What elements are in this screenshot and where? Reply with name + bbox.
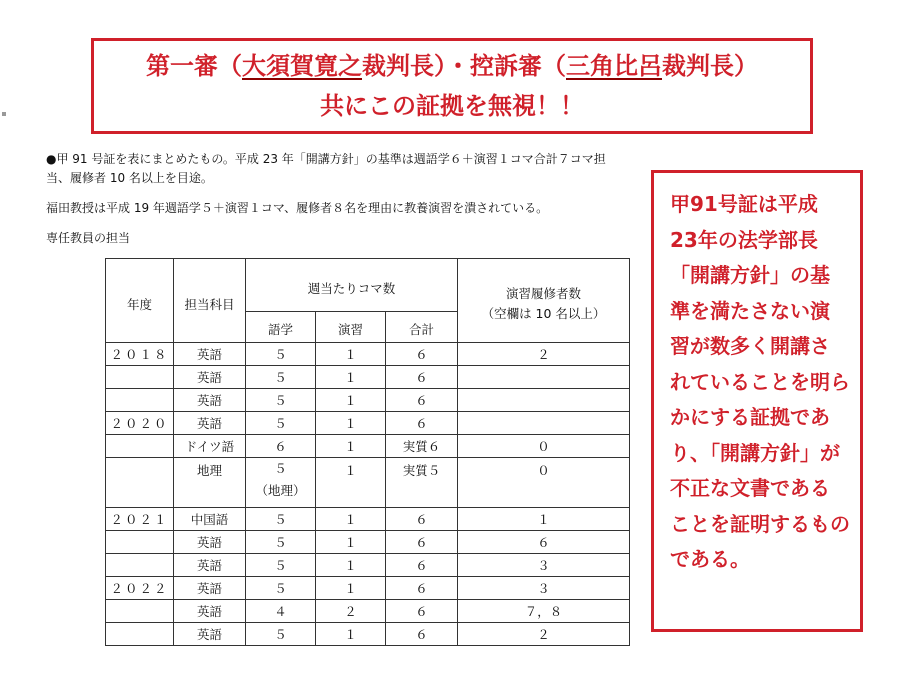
- cell-lang-value: ５: [274, 461, 287, 476]
- side-note-text: [670, 187, 854, 578]
- edge-mark: [2, 112, 6, 116]
- cell-total: ６: [386, 600, 458, 623]
- headline-box: [91, 38, 813, 134]
- cell-lang: ５: [246, 343, 316, 366]
- headline-text: 第一審（: [146, 52, 242, 80]
- table-row: [106, 389, 630, 412]
- cell-lang: ５: [246, 412, 316, 435]
- table-row: [106, 435, 630, 458]
- cell-students: [458, 389, 630, 412]
- cell-seminar: １: [316, 508, 386, 531]
- cell-lang: ５: [246, 389, 316, 412]
- cell-seminar: １: [316, 412, 386, 435]
- table-body: [106, 343, 630, 646]
- side-note-line: 習が数多く開講さ: [670, 334, 830, 358]
- judge-name-appeal: 三角比呂: [566, 52, 662, 80]
- table-row: [106, 366, 630, 389]
- cell-year: [106, 366, 174, 389]
- cell-total: ６: [386, 554, 458, 577]
- table-row: [106, 531, 630, 554]
- doc-paragraph-1-line-2: 当、履修者 10 名以上を目途。: [46, 171, 213, 185]
- side-note-box: [651, 170, 863, 632]
- cell-lang: ４: [246, 600, 316, 623]
- cell-subject: ドイツ語: [174, 435, 246, 458]
- cell-lang: ５: [246, 508, 316, 531]
- cell-total: ６: [386, 389, 458, 412]
- cell-year: ２０２１: [106, 508, 174, 531]
- cell-year: ２０２０: [106, 412, 174, 435]
- table-row: [106, 458, 630, 508]
- side-note-line: 準を満たさない演: [670, 298, 830, 323]
- side-note-line: 23年の法学部長: [670, 227, 818, 252]
- table-row: [106, 508, 630, 531]
- cell-total: ６: [386, 343, 458, 366]
- cell-subject: 英語: [174, 577, 246, 600]
- side-note-line: り、「開講方針」が: [670, 440, 840, 465]
- cell-seminar: １: [316, 577, 386, 600]
- cell-total: 実質６: [386, 435, 458, 458]
- header-subject: 担当科目: [174, 259, 246, 343]
- header-students-note: （空欄は 10 名以上）: [481, 305, 606, 321]
- side-note-line: かにする証拠であ: [670, 405, 830, 429]
- table-row: [106, 623, 630, 646]
- cell-year: [106, 435, 174, 458]
- header-year: 年度: [106, 259, 174, 343]
- cell-total: ６: [386, 531, 458, 554]
- cell-subject: 英語: [174, 412, 246, 435]
- cell-students: ２: [458, 623, 630, 646]
- cell-lang: ５: [246, 554, 316, 577]
- cell-students: [458, 412, 630, 435]
- cell-lang: ５: [246, 577, 316, 600]
- side-note-line: れていることを明ら: [670, 369, 850, 394]
- cell-lang: ５: [246, 366, 316, 389]
- table-row: [106, 554, 630, 577]
- cell-seminar: １: [316, 389, 386, 412]
- side-note-line: 不正な文書である: [670, 476, 830, 500]
- cell-lang: ６: [246, 435, 316, 458]
- cell-year: [106, 623, 174, 646]
- cell-year: [106, 389, 174, 412]
- table-row: [106, 600, 630, 623]
- header-students-label: 演習履修者数: [505, 285, 581, 301]
- cell-lang: ５: [246, 623, 316, 646]
- cell-lang-note: （地理）: [255, 483, 306, 498]
- headline-line-1: [146, 46, 758, 86]
- cell-total: ６: [386, 412, 458, 435]
- judge-name-first-instance: 大須賀寛之: [242, 52, 362, 80]
- cell-year: ２０２２: [106, 577, 174, 600]
- cell-year: [106, 458, 174, 508]
- cell-total: ６: [386, 508, 458, 531]
- cell-seminar: １: [316, 343, 386, 366]
- cell-seminar: １: [316, 458, 386, 508]
- doc-paragraph-1-line-1: ●甲 91 号証を表にまとめたもの。平成 23 年「開講方針」の基準は週語学６＋演習１コマ合計７コマ担: [46, 152, 606, 166]
- cell-students: ７，８: [458, 600, 630, 623]
- cell-year: [106, 600, 174, 623]
- header-total: 合計: [386, 312, 458, 343]
- cell-students: ６: [458, 531, 630, 554]
- cell-students: ２: [458, 343, 630, 366]
- cell-total: ６: [386, 577, 458, 600]
- cell-subject: 中国語: [174, 508, 246, 531]
- headline-text: 裁判長）・控訴審（: [362, 52, 566, 80]
- cell-subject: 英語: [174, 366, 246, 389]
- header-seminar: 演習: [316, 312, 386, 343]
- cell-subject: 英語: [174, 343, 246, 366]
- cell-lang: ５: [246, 531, 316, 554]
- table-row: [106, 412, 630, 435]
- cell-subject: 英語: [174, 389, 246, 412]
- cell-students: ０: [458, 435, 630, 458]
- header-koma: 週当たりコマ数: [246, 259, 458, 312]
- cell-total: ６: [386, 366, 458, 389]
- cell-seminar: １: [316, 435, 386, 458]
- doc-table-caption: 専任教員の担当: [46, 231, 131, 245]
- cell-subject: 英語: [174, 531, 246, 554]
- cell-subject: 地理: [174, 458, 246, 508]
- headline-line-2: 共にこの証拠を無視！！: [320, 92, 584, 120]
- cell-students: [458, 366, 630, 389]
- cell-students: １: [458, 508, 630, 531]
- header-students: [458, 259, 630, 343]
- cell-year: [106, 554, 174, 577]
- cell-students: ０: [458, 458, 630, 508]
- cell-seminar: １: [316, 366, 386, 389]
- side-note-line: 甲91号証は平成: [670, 192, 818, 216]
- cell-seminar: ２: [316, 600, 386, 623]
- cell-subject: 英語: [174, 623, 246, 646]
- cell-total: 実質５: [386, 458, 458, 508]
- side-note-line: 「開講方針」の基: [670, 263, 830, 287]
- table-row: [106, 343, 630, 366]
- cell-seminar: １: [316, 531, 386, 554]
- header-lang: 語学: [246, 312, 316, 343]
- cell-seminar: １: [316, 623, 386, 646]
- cell-subject: 英語: [174, 554, 246, 577]
- cell-students: ３: [458, 554, 630, 577]
- cell-subject: 英語: [174, 600, 246, 623]
- side-note-line: ことを証明するもの: [670, 511, 850, 536]
- table-header-row: [106, 259, 630, 312]
- cell-year: [106, 531, 174, 554]
- teaching-load-table: [105, 258, 630, 646]
- cell-lang: [246, 458, 316, 508]
- cell-students: ３: [458, 577, 630, 600]
- doc-paragraph-2: 福田教授は平成 19 年週語学５＋演習１コマ、履修者８名を理由に教養演習を潰されている。: [46, 201, 549, 215]
- cell-seminar: １: [316, 554, 386, 577]
- table-row: [106, 577, 630, 600]
- side-note-line: である。: [670, 547, 750, 571]
- cell-total: ６: [386, 623, 458, 646]
- headline-text: 裁判長）: [662, 52, 758, 80]
- cell-year: ２０１８: [106, 343, 174, 366]
